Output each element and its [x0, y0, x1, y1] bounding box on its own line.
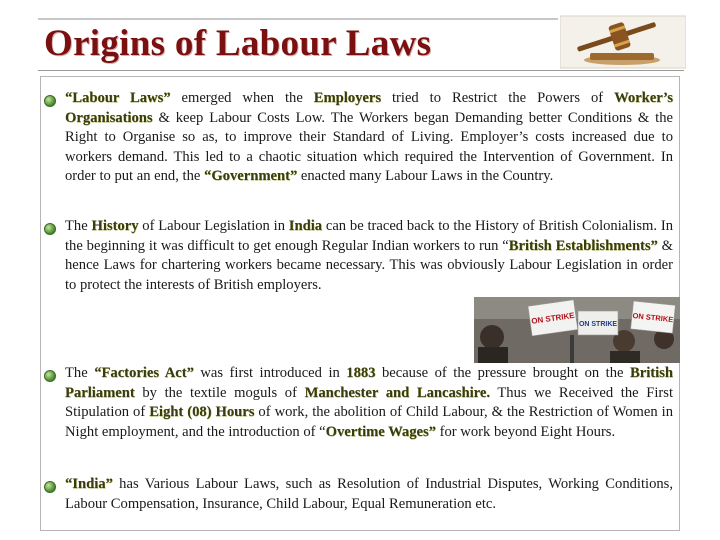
body-text: can be traced back to the History of British Colonialism. In the beginning it was difficult to get enough Regular Indian workers to run “ [65, 218, 673, 254]
keyword-text: British Establishments” [508, 237, 658, 254]
strike-sign-2: ON STRIKE [578, 321, 618, 328]
keyword-text: “Government” [204, 168, 298, 185]
keyword-text: Overtime Wages” [325, 423, 436, 440]
paragraph-history [65, 217, 673, 295]
paragraph-india-laws [65, 475, 673, 514]
keyword-text: Eight (08) Hours [149, 404, 255, 421]
keyword-text: History [91, 218, 139, 234]
paragraph-origins [65, 89, 673, 187]
body-text: enacted many Labour Laws in the Country. [297, 168, 554, 185]
bullet-icon [44, 223, 56, 235]
strike-photo [474, 297, 680, 363]
keyword-text: 1883 [346, 365, 376, 381]
gavel-icon [560, 14, 686, 70]
slide-title: Origins of Labour Laws [44, 23, 432, 64]
keyword-text: Worker’s Organisations [65, 90, 673, 126]
body-text: The [65, 218, 92, 234]
body-text: has Various Labour Laws, such as Resolution of Industrial Disputes, Working Conditions, Labour Compensation, Insurance, Child Labour, Equal Remuneration etc. [65, 476, 673, 512]
body-text: Thus we Received the First Stipulation of [65, 384, 673, 421]
body-text: was first introduced in [193, 365, 347, 381]
body-text: by the textile moguls of [134, 384, 305, 401]
body-text: for work beyond Eight Hours. [435, 423, 616, 440]
body-text: of Labour Legislation in [138, 218, 289, 234]
keyword-text: British Parliament [65, 365, 673, 401]
paragraph-factories-act [65, 364, 673, 442]
body-text: emerged when the [170, 90, 314, 106]
strike-sign-3: ON STRIKE [632, 310, 674, 325]
keyword-text: Manchester and Lancashire. [304, 384, 490, 401]
body-text: because of the pressure brought on the [375, 365, 630, 381]
strike-sign-1: ON STRIKE [530, 310, 576, 326]
keyword-text: “India” [65, 476, 113, 492]
keyword-text: “Labour Laws” [65, 90, 171, 106]
bullet-icon [44, 95, 56, 107]
bullet-icon [44, 481, 56, 493]
body-text: of work, the abolition of Child Labour, & the Restriction of Women in Night employment, and the introduction of “ [65, 404, 674, 440]
body-text: & keep Labour Costs Low. The Workers began Demanding better Conditions & the Right to Organise so as, to improve their Standard of Living. Employer’s costs increased due to workers demand. This led to a chaotic situation which required the Intervention of Government. In order to put an end, the [65, 109, 673, 185]
body-text: The [65, 365, 95, 381]
body-text: & hence Laws for chartering workers became necessary. This was obviously Labour Legislation in order to protect the interests of British employers. [65, 237, 674, 293]
body-text: tried to Restrict the Powers of [381, 90, 615, 106]
keyword-text: Employers [313, 90, 382, 106]
keyword-text: India [288, 218, 323, 234]
bullet-icon [44, 370, 56, 382]
keyword-text: “Factories Act” [94, 365, 194, 381]
